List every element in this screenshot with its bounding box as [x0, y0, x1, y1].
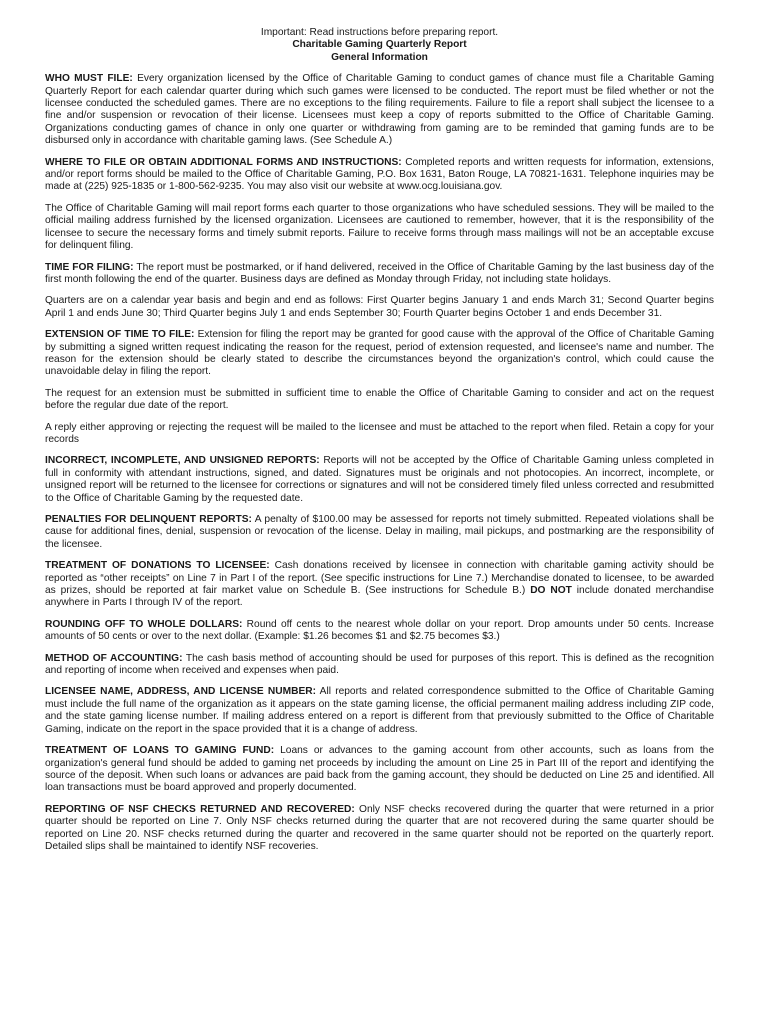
donations-text: Cash donations received by licensee in connection with charitable gaming activity should be reported as “other receipts” on Line 7 in Part I of the report. (See specific instructions for Line 7.) Merchandise donated to licensee, to be awarded as prizes, should be reported at fair market value on Schedule B. (See instructions for Schedule B.)	[45, 560, 714, 597]
report-title: Charitable Gaming Quarterly Report	[292, 39, 467, 51]
incorrect-reports-paragraph	[45, 455, 714, 505]
licensee-name-text: All reports and related correspondence submitted to the Office of Charitable Gaming must include the full name of the organization as it appears on the state gaming license, the official permanent mailing address including ZIP code, and the state gaming license number. If mailing address entered on a report is different from that previously submitted to the Office of Charitable Gaming, indicate on the report in the space provided that it is a change of address.	[45, 686, 714, 735]
donations-heading: TREATMENT OF DONATIONS TO LICENSEE:	[45, 560, 270, 572]
where-to-file-heading: WHERE TO FILE OR OBTAIN ADDITIONAL FORMS AND INSTRUCTIONS:	[45, 156, 402, 168]
header-notice: Important: Read instructions before preparing report.	[260, 27, 499, 38]
mail-report-forms-paragraph	[45, 203, 714, 253]
rounding-heading: ROUNDING OFF TO WHOLE DOLLARS:	[45, 618, 243, 630]
loans-paragraph	[45, 745, 714, 795]
donations-text-after: include donated merchandise anywhere in Parts I through IV of the report.	[45, 585, 714, 609]
donations-paragraph	[45, 560, 714, 610]
incorrect-reports-text: Reports will not be accepted by the Office of Charitable Gaming unless completed in full in conformity with attendant instructions, signed, and dated. Signatures must be originals and not photocopies. An incorrect, incomplete, or unsigned report will be returned to the licensee for corrections or signatures and will not be considered timely filed unless corrected and resubmitted to the Office of Charitable Gaming by the requested date.	[45, 455, 714, 504]
time-for-filing-paragraph	[45, 262, 714, 287]
time-for-filing-text: The report must be postmarked, or if hand delivered, received in the Office of Charitable Gaming by the last business day of the first month following the end of the quarter. Business days are defined as Monday through Friday, not including state holidays.	[45, 261, 714, 285]
licensee-name-heading: LICENSEE NAME, ADDRESS, AND LICENSE NUMBER:	[45, 686, 317, 698]
accounting-text: The cash basis method of accounting should be used for purposes of this report. This is defined as the recognition and reporting of income when received and expenses when paid.	[45, 652, 714, 677]
mail-report-forms-text: The Office of Charitable Gaming will mail report forms each quarter to those organizations who have scheduled sessions. They will be mailed to the official mailing address furnished by the licensed organization. Licensees are cautioned to remember, however, that it is the responsibility of the licensee to secure the necessary forms and timely submit reports. Failure to receive forms through mass mailings will not be an acceptable excuse for delinquent filing.	[45, 202, 714, 252]
extension-reply-paragraph	[45, 422, 714, 447]
penalties-paragraph	[45, 514, 714, 551]
accounting-paragraph	[45, 653, 714, 678]
nsf-checks-paragraph	[45, 804, 714, 854]
quarters-paragraph	[45, 295, 714, 320]
extension-text: Extension for filing the report may be granted for good cause with the approval of the Office of Charitable Gaming by submitting a signed written request indicating the reason for the request, period of extension requested, and licensee's name and number. The reason for the extension should be clearly stated to describe the circumstances beyond the organization's control, which could cause the unavoidable delay in filing the report.	[45, 329, 714, 378]
time-for-filing-heading: TIME FOR FILING:	[45, 261, 134, 273]
extension-time-text: The request for an extension must be submitted in sufficient time to enable the Office of Charitable Gaming to consider and act on the request before the regular due date of the report.	[45, 387, 714, 412]
extension-time-paragraph	[45, 388, 714, 413]
extension-paragraph	[45, 329, 714, 379]
donations-emphasis: DO NOT	[530, 585, 572, 597]
where-to-file-text: Completed reports and written requests for information, extensions, and/or report forms should be mailed to the Office of Charitable Gaming, P.O. Box 1631, Baton Rouge, LA 70821-1631. Telephone inquiries may be made at (225) 925-1835 or 1-800-562-9235. You may also visit our website at www.ocg.louisiana.gov.	[45, 156, 714, 193]
rounding-text: Round off cents to the nearest whole dollar on your report. Drop amounts under 50 cents. Increase amounts of 50 cents or over to the next dollar. (Example: $1.26 becomes $1 and $2.75 becomes $3.)	[45, 618, 714, 643]
licensee-name-paragraph	[45, 686, 714, 736]
extension-heading: EXTENSION OF TIME TO FILE:	[45, 329, 195, 341]
nsf-checks-heading: REPORTING OF NSF CHECKS RETURNED AND RECOVERED:	[45, 803, 355, 815]
report-subtitle: General Information	[331, 51, 428, 63]
document-header	[45, 27, 714, 64]
rounding-paragraph	[45, 619, 714, 644]
penalties-heading: PENALTIES FOR DELINQUENT REPORTS:	[45, 514, 252, 525]
extension-reply-text: A reply either approving or rejecting the request will be mailed to the licensee and must be attached to the report when filed. Retain a copy for your records	[45, 421, 714, 445]
penalties-text: A penalty of $100.00 may be assessed for reports not timely submitted. Repeated violations shall be cause for additional fines, denial, suspension or revocation of the license. Delay in mailing, mail pickups, and postmarking are the responsibility of the licensee.	[45, 514, 714, 550]
where-to-file-paragraph	[45, 157, 714, 194]
nsf-checks-text: Only NSF checks recovered during the quarter that were returned in a prior quarter should be reported on Line 7. Only NSF checks returned during the quarter that are not recovered during the same quarter should be reported on Line 20. NSF checks returned during the quarter and recovered in the same quarter should not be reported on the quarterly report. Detailed slips shall be maintained to identify NSF recoveries.	[45, 803, 714, 852]
accounting-heading: METHOD OF ACCOUNTING:	[45, 652, 183, 664]
who-must-file-heading: WHO MUST FILE:	[45, 73, 133, 85]
who-must-file-text: Every organization licensed by the Office of Charitable Gaming to conduct games of chance must file a Charitable Gaming Quarterly Report for each calendar quarter during which such games were licensed to be conducted. The report must be filed whether or not the licensee conducted the scheduled games. There are no exceptions to the filing requirements. Failure to file a report shall subject the licensee to a fine and/or suspension or revocation of their license. Licensees must keep a copy of reports submitted to the Office of Charitable Gaming. Organizations conducting games of chance in only one quarter or withdrawing from gaming are to be reminded that gaming funds are to be disbursed only in accordance with charitable gaming laws. (See Schedule A.)	[45, 73, 715, 147]
loans-text: Loans or advances to the gaming account from other accounts, such as loans from the organization's general fund should be added to gaming net proceeds by including the amount on Line 25 in Part III of the report and identifying the source of the deposit. When such loans or advances are paid back from the gaming account, they should be deducted on Line 25 and identified. All loan transactions must be board approved and properly documented.	[45, 745, 714, 794]
quarters-text: Quarters are on a calendar year basis and begin and end as follows: First Quarter begins January 1 and ends March 31; Second Quarter begins April 1 and ends June 30; Third Quarter begins July 1 and ends September 30; Fourth Quarter begins October 1 and ends December 31.	[45, 295, 714, 319]
loans-heading: TREATMENT OF LOANS TO GAMING FUND:	[45, 745, 275, 757]
incorrect-reports-heading: INCORRECT, INCOMPLETE, AND UNSIGNED REPORTS:	[45, 455, 320, 467]
who-must-file-paragraph	[45, 73, 714, 147]
